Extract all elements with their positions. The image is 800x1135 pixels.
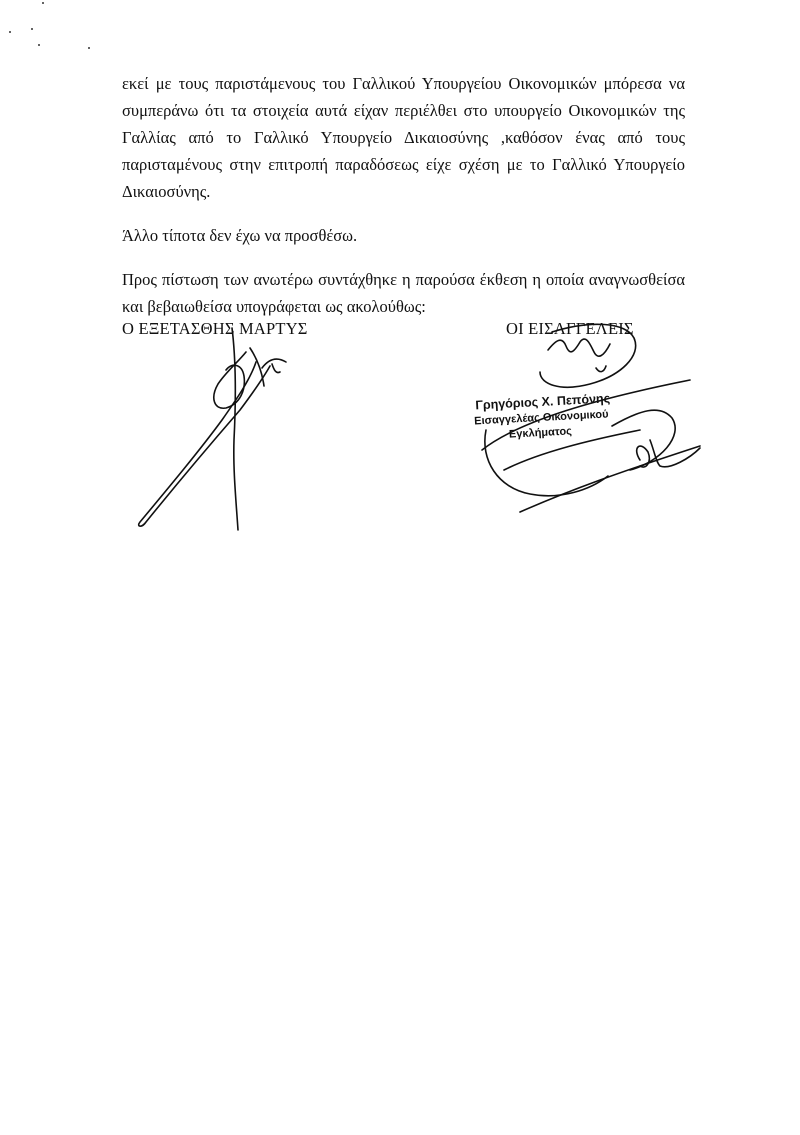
scan-speck (9, 31, 11, 33)
scan-speck (88, 47, 90, 49)
svg-text:Εγκλήματος: Εγκλήματος (508, 425, 573, 441)
witness-signature (139, 328, 286, 530)
paragraph-certification: Προς πίστωση των ανωτέρω συντάχθηκε η παρούσα έκθεση η οποία αναγνωσθείσα και βεβαιωθείσα υπογράφεται ως ακολούθως: (122, 270, 685, 316)
scan-speck (42, 2, 44, 4)
paragraph-nothing-to-add: Άλλο τίποτα δεν έχω να προσθέσω. (122, 226, 358, 245)
document-body (122, 70, 685, 337)
svg-text:Γρηγόριος Χ. Πεπόνης: Γρηγόριος Χ. Πεπόνης (475, 391, 611, 413)
prosecutor-stamp (473, 391, 612, 442)
svg-text:Εισαγγελέας Οικονομικού: Εισαγγελέας Οικονομικού (473, 408, 609, 428)
paragraph-testimony: εκεί με τους παριστάμενους του Γαλλικού Υπουργείου Οικονομικών μπόρεσα να συμπεράνω ότι τα στοιχεία αυτά είχαν περιέλθει στο υπουργείο Οικονομικών της Γαλλίας από το Γαλλικό Υπουργείο Δικαιοσύνης ,καθόσον ένας από τους παρισταμένους στην επιτροπή παραδόσεως είχε σχέση με το Γαλλικό Υπουργείο Δικαιοσύνης. (122, 74, 685, 201)
scan-speck (31, 28, 33, 30)
scan-speck (38, 44, 40, 46)
prosecutor-signature (482, 324, 700, 512)
witness-signature-heading: Ο ΕΞΕΤΑΣΘΗΣ ΜΑΡΤΥΣ (122, 319, 308, 338)
prosecutors-signature-heading: ΟΙ ΕΙΣΑΓΓΕΛΕΙΣ (506, 319, 634, 338)
